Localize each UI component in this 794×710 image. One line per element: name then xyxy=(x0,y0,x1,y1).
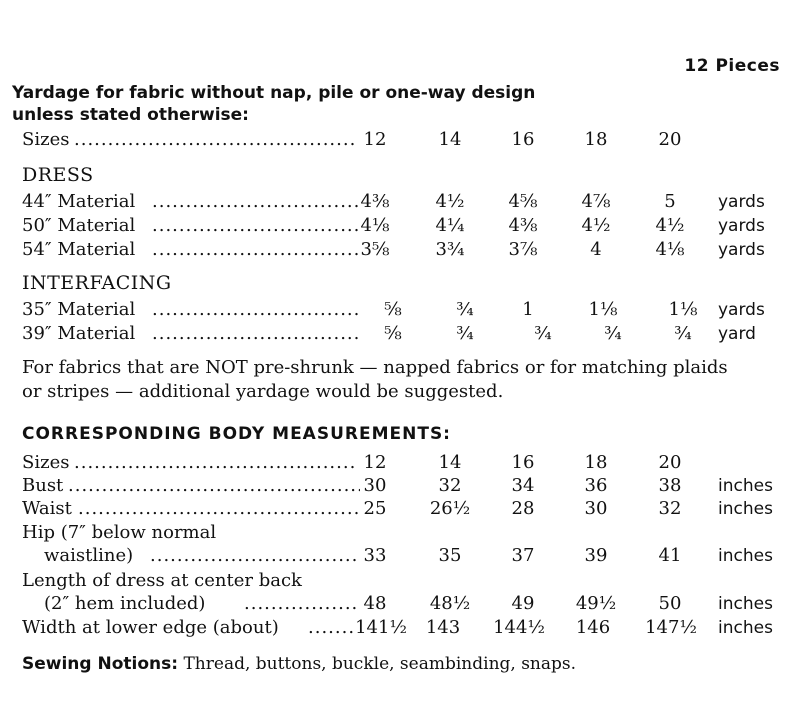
value-cell: 49 xyxy=(511,593,535,614)
dot-leader xyxy=(152,190,360,214)
size-cell: 20 xyxy=(658,452,682,473)
value-cell: 4½ xyxy=(655,215,685,236)
dress-row xyxy=(22,238,792,262)
value-cell: 147½ xyxy=(645,617,697,638)
row-label: Width at lower edge (about) xyxy=(22,617,279,638)
measurement-row-hip xyxy=(22,544,792,568)
note-line-2: or stripes — additional yardage would be suggested. xyxy=(22,381,504,402)
dress-row xyxy=(22,214,792,238)
measurement-row-length xyxy=(22,592,792,616)
value-cell: 4½ xyxy=(435,191,465,212)
value-cell: 35 xyxy=(438,545,462,566)
unit-label: yards xyxy=(718,192,765,212)
value-cell: 25 xyxy=(363,498,387,519)
size-cell: 20 xyxy=(658,129,682,150)
value-cell: 39 xyxy=(584,545,608,566)
dress-row xyxy=(22,190,792,214)
value-cell: 48 xyxy=(363,593,387,614)
value-cell: 41 xyxy=(658,545,682,566)
value-cell: 4⅞ xyxy=(581,191,611,212)
unit-label: inches xyxy=(718,618,773,638)
dot-leader xyxy=(152,298,360,322)
yardage-heading-line-1: Yardage for fabric without nap, pile or one-way design xyxy=(12,83,536,103)
row-label: Hip (7″ below normal xyxy=(22,522,217,543)
value-cell: 1⅛ xyxy=(588,299,618,320)
dot-leader xyxy=(74,128,357,152)
unit-label: yards xyxy=(718,240,765,260)
row-label: Sizes xyxy=(22,129,70,150)
unit-label: inches xyxy=(718,476,773,496)
measurement-row-width xyxy=(22,616,792,640)
unit-label: yards xyxy=(718,300,765,320)
row-label: Length of dress at center back xyxy=(22,570,302,591)
interfacing-section-title: INTERFACING xyxy=(22,272,172,294)
value-cell: 48½ xyxy=(429,593,471,614)
value-cell: ¾ xyxy=(674,323,692,344)
yardage-heading xyxy=(12,82,535,126)
value-cell: 30 xyxy=(584,498,608,519)
value-cell: ⅝ xyxy=(384,323,402,344)
value-cell: 4½ xyxy=(581,215,611,236)
size-cell: 14 xyxy=(438,452,462,473)
value-cell: 26½ xyxy=(429,498,471,519)
row-label: 39″ Material xyxy=(22,323,136,344)
value-cell: 4⅛ xyxy=(360,215,390,236)
value-cell: 1⅛ xyxy=(668,299,698,320)
row-label: 44″ Material xyxy=(22,191,136,212)
value-cell: 4⅛ xyxy=(655,239,685,260)
value-cell: 37 xyxy=(511,545,535,566)
size-cell: 18 xyxy=(584,129,608,150)
value-cell: 146 xyxy=(575,617,611,638)
value-cell: 5 xyxy=(664,191,676,212)
dot-leader xyxy=(68,474,360,498)
yardage-sizes-row xyxy=(22,128,792,152)
value-cell: 4⅜ xyxy=(360,191,390,212)
dot-leader xyxy=(78,497,360,521)
body-sizes-row xyxy=(22,451,792,475)
value-cell: 32 xyxy=(658,498,682,519)
size-cell: 18 xyxy=(584,452,608,473)
row-label: 50″ Material xyxy=(22,215,136,236)
interfacing-row xyxy=(22,322,792,346)
row-label: Waist xyxy=(22,498,72,519)
value-cell: 33 xyxy=(363,545,387,566)
value-cell: 50 xyxy=(658,593,682,614)
size-cell: 12 xyxy=(363,452,387,473)
value-cell: 1 xyxy=(522,299,534,320)
yardage-heading-line-2: unless stated otherwise: xyxy=(12,105,249,125)
pieces-count: 12 Pieces xyxy=(684,56,780,76)
unit-label: yard xyxy=(718,324,756,344)
dot-leader xyxy=(152,238,360,262)
value-cell: 143 xyxy=(425,617,461,638)
row-label-continued: waistline) xyxy=(44,545,134,566)
dress-section-title: DRESS xyxy=(22,164,94,186)
size-cell: 14 xyxy=(438,129,462,150)
value-cell: 38 xyxy=(658,475,682,496)
row-label: 54″ Material xyxy=(22,239,136,260)
value-cell: 4¼ xyxy=(435,215,465,236)
value-cell: 4⅜ xyxy=(508,215,538,236)
value-cell: ¾ xyxy=(534,323,552,344)
measurement-row-bust xyxy=(22,474,792,498)
value-cell: 36 xyxy=(584,475,608,496)
size-cell: 16 xyxy=(511,452,535,473)
value-cell: ¾ xyxy=(604,323,622,344)
notions-text: Thread, buttons, buckle, seambinding, snaps. xyxy=(183,654,577,674)
size-cell: 12 xyxy=(363,129,387,150)
size-cell: 16 xyxy=(511,129,535,150)
dot-leader xyxy=(308,616,356,640)
interfacing-row xyxy=(22,298,792,322)
dot-leader xyxy=(74,451,357,475)
value-cell: 3¾ xyxy=(435,239,465,260)
unit-label: inches xyxy=(718,594,773,614)
row-label: Bust xyxy=(22,475,64,496)
value-cell: 49½ xyxy=(575,593,617,614)
dot-leader xyxy=(150,544,360,568)
row-label: 35″ Material xyxy=(22,299,136,320)
value-cell: ¾ xyxy=(456,299,474,320)
unit-label: inches xyxy=(718,499,773,519)
dot-leader xyxy=(152,322,360,346)
unit-label: inches xyxy=(718,546,773,566)
value-cell: 3⅝ xyxy=(360,239,390,260)
note-line-1: For fabrics that are NOT pre-shrunk — napped fabrics or for matching plaids xyxy=(22,357,728,378)
value-cell: 141½ xyxy=(355,617,407,638)
value-cell: ⅝ xyxy=(384,299,402,320)
measurement-row-waist xyxy=(22,497,792,521)
dot-leader xyxy=(152,214,360,238)
value-cell: 28 xyxy=(511,498,535,519)
value-cell: 30 xyxy=(363,475,387,496)
row-label-continued: (2″ hem included) xyxy=(44,593,206,614)
value-cell: 4⅝ xyxy=(508,191,538,212)
notions-label: Sewing Notions: xyxy=(22,654,179,674)
value-cell: ¾ xyxy=(456,323,474,344)
unit-label: yards xyxy=(718,216,765,236)
value-cell: 4 xyxy=(590,239,602,260)
measurement-row-length-label xyxy=(22,569,792,593)
row-label: Sizes xyxy=(22,452,70,473)
value-cell: 144½ xyxy=(493,617,545,638)
value-cell: 32 xyxy=(438,475,462,496)
value-cell: 34 xyxy=(511,475,535,496)
dot-leader xyxy=(244,592,360,616)
preshrunk-note xyxy=(22,356,728,404)
sewing-notions xyxy=(22,654,576,674)
body-measurements-heading: CORRESPONDING BODY MEASUREMENTS: xyxy=(22,424,451,444)
value-cell: 3⅞ xyxy=(508,239,538,260)
measurement-row-hip-label xyxy=(22,521,792,545)
